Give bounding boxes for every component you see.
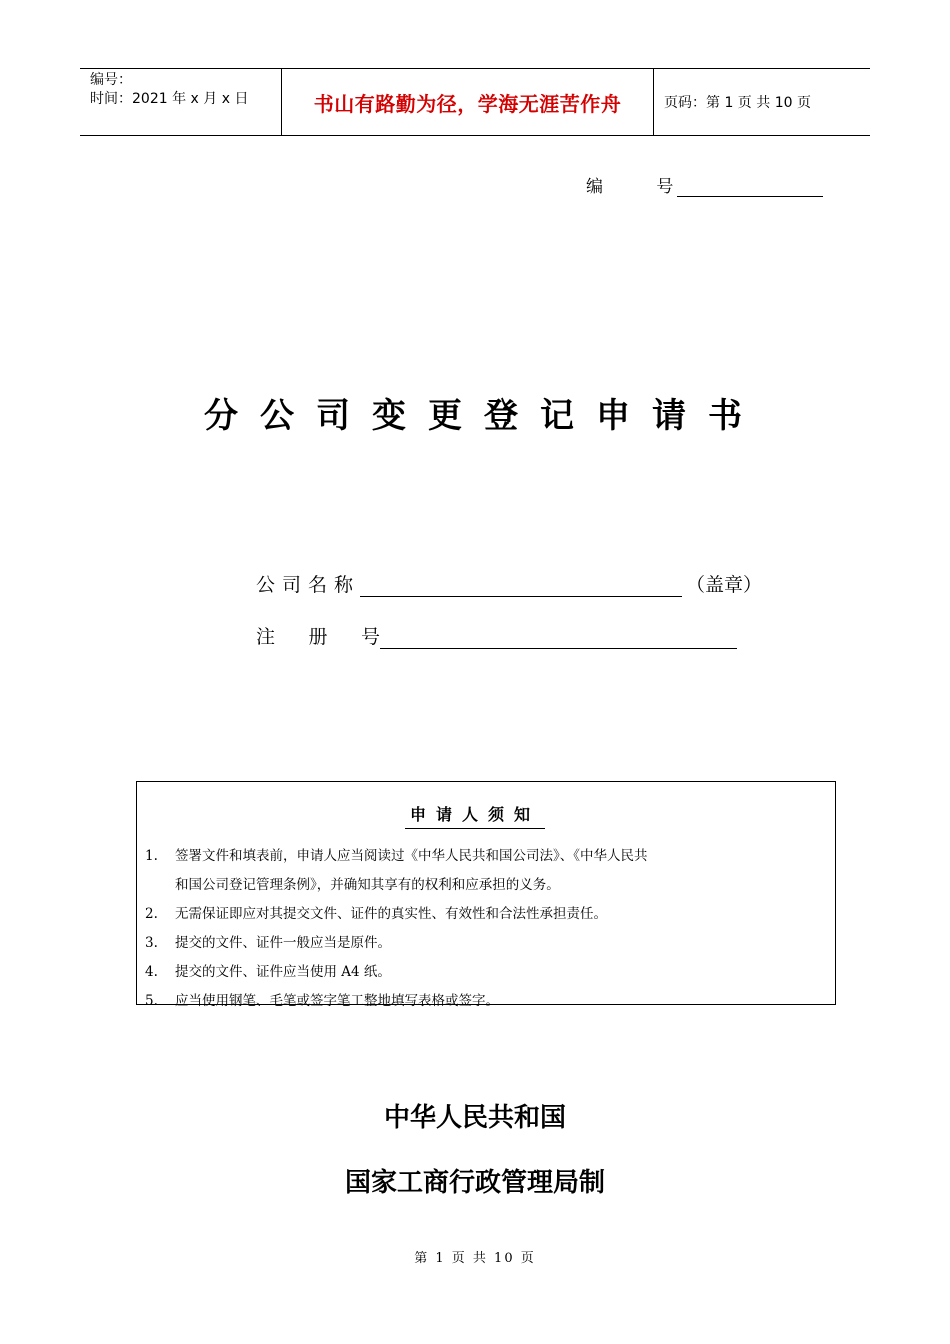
reg-no-blank[interactable] bbox=[380, 627, 737, 649]
item-text: 提交的文件、证件一般应当是原件。 bbox=[175, 935, 391, 951]
doc-number-field bbox=[586, 172, 823, 197]
number-label: 编号： bbox=[90, 72, 132, 88]
page-header bbox=[80, 68, 870, 136]
company-name-field bbox=[256, 570, 762, 597]
list-item bbox=[145, 987, 825, 1016]
issuer-line-1: 中华人民共和国 bbox=[383, 1103, 566, 1133]
item-text: 签署文件和填表前，申请人应当阅读过《中华人民共和国公司法》、《中华人民共 bbox=[175, 848, 648, 864]
company-name-label: 公司名称 bbox=[256, 574, 361, 596]
list-item bbox=[145, 842, 825, 871]
issuer-line-2: 国家工商行政管理局制 bbox=[344, 1168, 605, 1198]
company-name-blank[interactable] bbox=[360, 575, 682, 597]
item-text-continued: 和国公司登记管理条例》，并确知其享有的权利和应承担的义务。 bbox=[175, 877, 560, 893]
doc-number-label: 编 号 bbox=[586, 177, 698, 197]
item-number: 2. bbox=[145, 906, 158, 922]
page-footer: 第 1 页 共 10 页 bbox=[414, 1251, 536, 1266]
reg-no-field bbox=[256, 622, 737, 649]
reg-no-label bbox=[256, 622, 380, 649]
item-number: 4. bbox=[145, 964, 158, 980]
applicant-notice-box bbox=[136, 781, 836, 1009]
item-number: 5. bbox=[145, 993, 158, 1009]
reg-no-char: 注 bbox=[256, 626, 276, 648]
document-title: 分公司变更登记申请书 bbox=[204, 396, 764, 436]
list-item bbox=[145, 958, 825, 987]
header-meta bbox=[80, 69, 282, 135]
item-text: 无需保证即应对其提交文件、证件的真实性、有效性和合法性承担责任。 bbox=[175, 906, 607, 922]
notice-title: 申请人须知 bbox=[405, 802, 545, 829]
doc-number-blank[interactable] bbox=[677, 177, 823, 197]
item-number: 1. bbox=[145, 848, 158, 864]
stamp-note: （盖章） bbox=[686, 574, 763, 596]
header-page-info: 页码：第 1 页 共 10 页 bbox=[664, 95, 811, 111]
time-label: 时间：2021 年 x 月 x 日 bbox=[90, 91, 249, 107]
item-number: 3. bbox=[145, 935, 158, 951]
item-text: 提交的文件、证件应当使用 A4 纸。 bbox=[175, 964, 391, 980]
list-item bbox=[145, 900, 825, 929]
notice-list bbox=[145, 842, 825, 1016]
item-text: 应当使用钢笔、毛笔或签字笔工整地填写表格或签字。 bbox=[175, 993, 499, 1009]
header-motto: 书山有路勤为径，学海无涯苦作舟 bbox=[282, 69, 654, 135]
reg-no-char: 号 bbox=[360, 626, 380, 648]
list-item bbox=[145, 929, 825, 958]
reg-no-char: 册 bbox=[308, 626, 328, 648]
